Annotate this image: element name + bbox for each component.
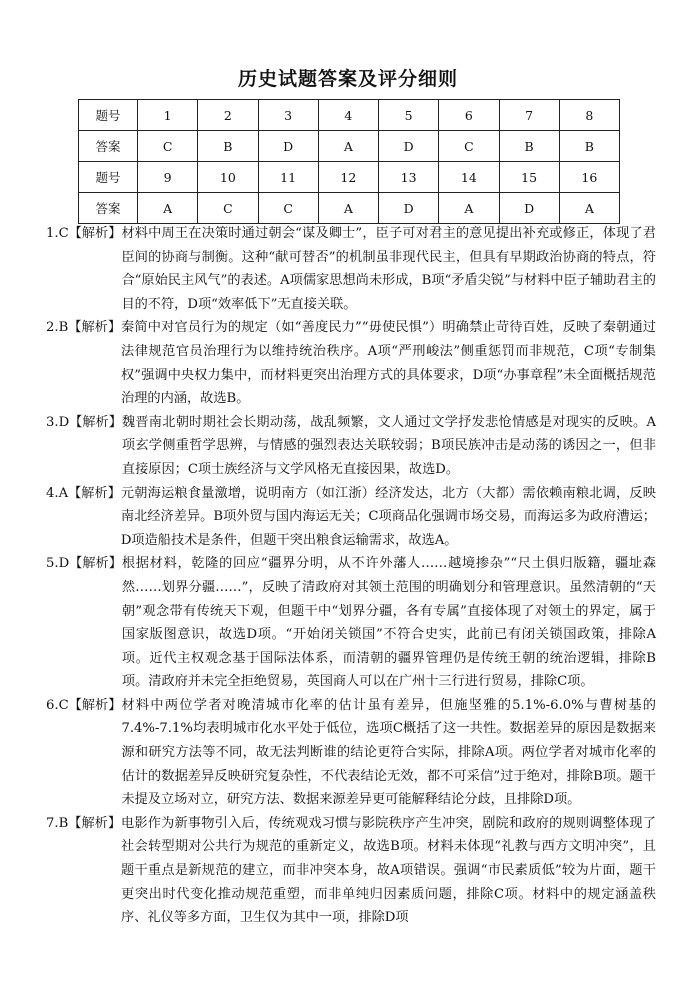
table-cell: B: [499, 131, 559, 162]
answer-table-row: [79, 193, 620, 224]
table-cell: 11: [258, 162, 318, 193]
explanation-number: 2.B【解析】: [46, 320, 122, 336]
table-cell: 4: [318, 100, 378, 131]
explanation-item: [46, 222, 656, 316]
table-cell: 16: [559, 162, 619, 193]
table-cell: 14: [439, 162, 499, 193]
table-cell: D: [379, 193, 439, 224]
explanation-text: 材料中两位学者对晚清城市化率的估计虽有差异，但施坚雅的5.1%-6.0%与曹树基的7.4%-7.1%均表明城市化水平处于低位，选项C概括了这一共性。数据差异的原因是数据来源和研究方法等不同，故无法判断谁的结论更符合实际，排除A项。两位学者对城市化率的估计的数据差异反映研究复杂性，不代表结论无效，都不可采信”过于绝对，排除B项。题干未提及立场对立，研究方法、数据来源差异更可能解释结论分歧，且排除D项。: [121, 697, 656, 808]
table-cell: 9: [138, 162, 198, 193]
table-cell: 7: [499, 100, 559, 131]
explanation-item: [46, 694, 656, 812]
table-cell: 3: [258, 100, 318, 131]
table-cell: B: [198, 131, 258, 162]
table-cell: A: [318, 131, 378, 162]
explanation-item: [46, 552, 656, 694]
page-title: 历史试题答案及评分细则: [237, 68, 458, 90]
table-cell: D: [258, 131, 318, 162]
table-cell: C: [198, 193, 258, 224]
explanation-text: 元朝海运粮食量激增，说明南方（如江浙）经济发达，北方（大都）需依赖南粮北调，反映南北经济差异。B项外贸与国内海运无关；C项商品化强调市场交易，而海运多为政府漕运；D项造船技术是条件，但题干突出粮食运输需求，故选A。: [120, 485, 656, 548]
table-cell: A: [559, 193, 619, 224]
explanation-text: 根据材料，乾隆的回应“疆界分明，从不许外藩人……越境掺杂”“尺土俱归版籍，疆址森然……划界分疆……”，反映了清政府对其领土范围的明确划分和管理意识。虽然清朝的“天朝”观念带有传统天下观，但题干中“划界分疆，各有专属”直接体现了对领土的界定，属于国家版图意识，故选D项。“开始闭关锁国”不符合史实，此前已有闭关锁国政策，排除A项。近代主权观念基于国际法体系，而清朝的疆界管理仍是传统王朝的统治逻辑，排除B项。清政府并未完全拒绝贸易，英国商人可以在广州十三行进行贸易，排除C项。: [121, 556, 656, 690]
table-cell: A: [439, 193, 499, 224]
explanation-number: 3.D【解析】: [46, 414, 122, 430]
table-cell: D: [499, 193, 559, 224]
answer-table: [78, 99, 620, 224]
answer-table-row: [79, 162, 620, 193]
explanation-list: [46, 222, 656, 930]
explanation-item: [46, 812, 656, 930]
explanation-text: 秦简中对官员行为的规定（如“善度民力”“毋使民惧”）明确禁止苛待百姓，反映了秦朝通过法律规范官员治理行为以维持统治秩序。A项“严刑峻法”侧重惩罚而非规范，C项“专制集权”强调中央权力集中，而材料更突出治理方式的具体要求，D项“办事章程”未全面概括规范治理的内涵，故选B。: [121, 320, 656, 407]
table-cell: 6: [439, 100, 499, 131]
explanation-item: [46, 482, 656, 553]
table-cell: D: [379, 131, 439, 162]
table-cell: C: [258, 193, 318, 224]
answer-table-row: [79, 131, 620, 162]
table-cell: 5: [379, 100, 439, 131]
explanation-number: 5.D【解析】: [46, 556, 122, 572]
table-cell: 10: [198, 162, 258, 193]
explanation-item: [46, 316, 656, 410]
explanation-text: 材料中周王在决策时通过朝会“谋及卿士”，臣子可对君主的意见提出补充或修正，体现了君臣间的协商与制衡。这种“献可替否”的机制虽非现代民主，但具有早期政治协商的特点，符合“原始民主风气”的表述。A项儒家思想尚未形成，B项“矛盾尖锐”与材料中臣子辅助君主的目的不符，D项“效率低下”无直接关联。: [121, 226, 656, 312]
row-label-cell: 答案: [79, 131, 138, 162]
answer-table-row: [79, 100, 620, 131]
table-cell: 13: [379, 162, 439, 193]
table-cell: 8: [559, 100, 619, 131]
explanation-number: 1.C【解析】: [46, 226, 122, 241]
table-cell: 15: [499, 162, 559, 193]
row-label-cell: 题号: [79, 162, 138, 193]
explanation-number: 7.B【解析】: [46, 815, 122, 831]
explanation-text: 魏晋南北朝时期社会长期动荡，战乱频繁，文人通过文学抒发悲怆情感是对现实的反映。A项玄学侧重哲学思辨，与情感的强烈表达关联较弱；B项民族冲击是动荡的诱因之一，但非直接原因；C项士族经济与文学风格无直接因果，故选D。: [121, 414, 656, 477]
table-cell: 1: [138, 100, 198, 131]
explanation-number: 4.A【解析】: [46, 485, 121, 501]
explanation-item: [46, 411, 656, 482]
table-cell: A: [138, 193, 198, 224]
table-cell: C: [138, 131, 198, 162]
explanation-text: 电影作为新事物引入后，传统观戏习惯与影院秩序产生冲突，剧院和政府的规则调整体现了社会转型期对公共行为规范的重新定义，故选B项。材料未体现“礼教与西方文明冲突”，且题干重点是新规范的建立，而非冲突本身，故A项错误。强调“市民素质低”较为片面，题干更突出时代变化推动规范重塑，而非单纯归因素质问题，排除C项。材料中的规定涵盖秩序、礼仪等多方面，卫生仅为其中一项，排除D项: [121, 815, 656, 926]
row-label-cell: 题号: [79, 100, 138, 131]
table-cell: C: [439, 131, 499, 162]
table-cell: A: [318, 193, 378, 224]
table-cell: 2: [198, 100, 258, 131]
explanation-number: 6.C【解析】: [46, 697, 122, 713]
table-cell: B: [559, 131, 619, 162]
row-label-cell: 答案: [79, 193, 138, 224]
table-cell: 12: [318, 162, 378, 193]
